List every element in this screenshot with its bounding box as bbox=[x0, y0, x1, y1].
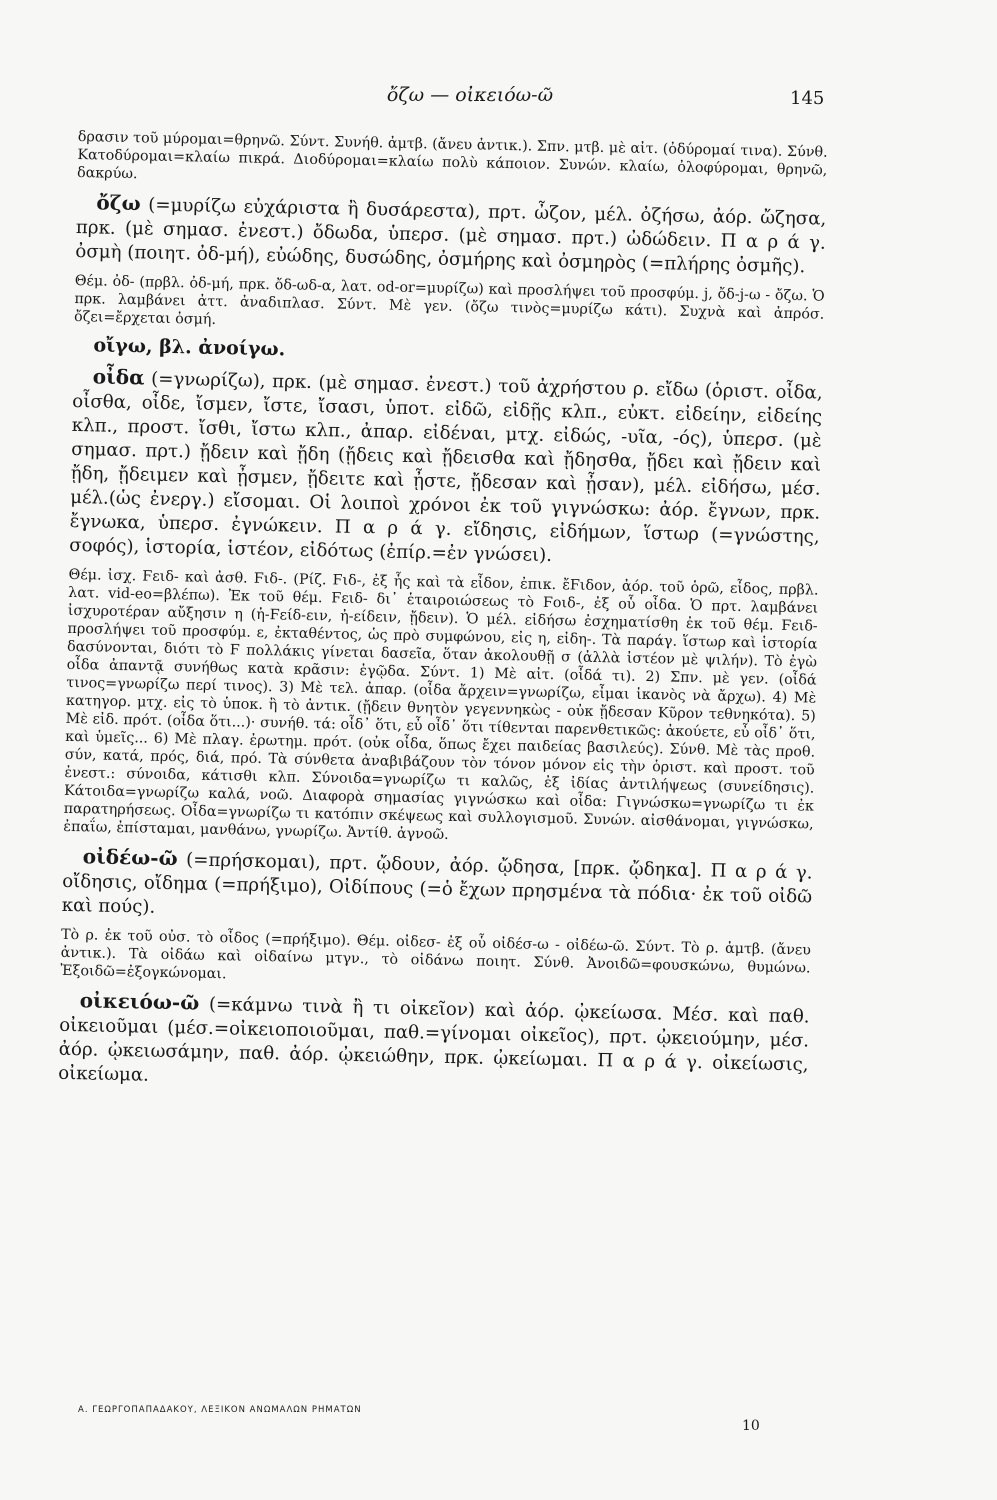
entry-continuation: δρασιν τοῦ μύρομαι=θρηνῶ. Σύντ. Συνήθ. ἀμτβ. (ἄνευ ἀντικ.). Σπν. μτβ. μὲ αἰτ. (ὀδύρομαί τινα). Σύνθ. Κατοδύρομαι=κλαίω πικρά. Διοδύρομαι=κλαίω πολὺ κάποιον. Συνών. κλαίω, ὀλοφύρομαι, θρηνῶ, δακρύω. bbox=[76, 128, 828, 183]
entry-oikeioo-text: (=κάμνω τινὰ ἢ τι οἰκεῖον) καὶ ἀόρ. ᾠκείωσα. Μέσ. καὶ παθ. οἰκειοῦμαι (μέσ.=οἰκειοποιοῦμαι, παθ.=γίνομαι οἰκεῖος), πρτ. ᾠκειούμην, μέσ. ἀόρ. ᾠκειωσάμην, παθ. ἀόρ. ᾠκειώθην, πρκ. ᾠκείωμαι. Π α ρ ά γ. οἰκείωσις, οἰκείωμα. bbox=[57, 993, 810, 1086]
headword-ozo: ὄζω bbox=[96, 190, 141, 216]
entry-oideo bbox=[61, 844, 812, 934]
entry-oida-text: (=γνωρίζω), πρκ. (μὲ σημασ. ἐνεστ.) τοῦ ἀχρήστου ρ. εἴδω (ὁριστ. οἶδα, οἶσθα, οἶδε, ἴσμεν, ἴστε, ἴσασι, ὑποτ. εἰδῶ, εἰδῇς κλπ., εὐκτ. εἰδείην, εἰδείης κλπ., προστ. ἴσθι, ἴστω κλπ., ἀπαρ. εἰδέναι, μτχ. εἰδώς, -υῖα, -ός), ὑπερσ. (μὲ σημασ. πρτ.) ᾔδειν καὶ ᾔδη (ᾔδεις καὶ ᾔδεισθα καὶ ᾔδησθα, ᾔδει καὶ ᾔδειν καὶ ᾔδη, ᾔδειμεν καὶ ᾖσμεν, ᾔδειτε καὶ ᾖστε, ᾔδεσαν καὶ ᾖσαν), μέλ. εἰδήσω, μέσ. μέλ.(ὡς ἐνεργ.) εἴσομαι. Οἱ λοιποὶ χρόνοι ἐκ τοῦ γιγνώσκω: ἀόρ. ἔγνων, πρκ. ἔγνωκα, ὑπερσ. ἐγνώκειν. Π α ρ ά γ. εἴδησις, εἰδήμων, ἵστωρ (=γνώστης, σοφός), ἱστορία, ἱστέον, εἰδότως (ἐπίρ.=ἐν γνώσει). bbox=[69, 368, 823, 567]
dictionary-body bbox=[58, 128, 828, 1101]
running-head: ὄζω — οἰκειόω-ῶ bbox=[386, 84, 554, 106]
signature-mark: 10 bbox=[742, 1418, 760, 1434]
entry-oideo-text: (=πρήσκομαι), πρτ. ᾤδουν, ἀόρ. ᾤδησα, [πρκ. ᾤδηκα]. Π α ρ ά γ. οἴδησις, οἴδημα (=πρήξιμο), Οἰδίπους (=ὁ ἔχων πρησμένα τὰ πόδια· ἐκ τοῦ οἰδῶ καὶ πούς). bbox=[61, 849, 813, 918]
headword-oida: οἶδα bbox=[92, 364, 145, 390]
headword-oikeioo: οἰκειόω-ῶ bbox=[79, 988, 200, 1015]
page-number: 145 bbox=[790, 88, 825, 109]
headword-oideo: οἰδέω-ῶ bbox=[82, 844, 178, 871]
entry-oideo-etymology: Τὸ ρ. ἐκ τοῦ οὐσ. τὸ οἶδος (=πρήξιμο). Θέμ. οἰδεσ- ἐξ οὗ οἰδέσ-ω - οἰδέω-ῶ. Σύντ. Τὸ ρ. ἀμτβ. (ἄνευ ἀντικ.). Τὰ οἰδάω καὶ οἰδαίνω μτγν., τὸ οἰδάνω ποιητ. Σύνθ. Ἀνοιδῶ=φουσκώνω, θυμώνω. Ἐξοιδῶ=ἐξογκώνομαι. bbox=[60, 926, 812, 983]
entry-ozo bbox=[75, 190, 826, 280]
entry-ozo-text: (=μυρίζω εὐχάριστα ἢ δυσάρεστα), πρτ. ὦζον, μέλ. ὀζήσω, ἀόρ. ὤζησα, πρκ. (μὲ σημασ. ἐνεστ.) ὄδωδα, ὑπερσ. (μὲ σημασ. πρτ.) ὠδώδειν. Π α ρ ά γ. ὀσμὴ (ποιητ. ὀδ-μή), εὐώδης, δυσώδης, ὀσμήρης καὶ ὀσμηρὸς (=πλήρης ὀσμῆς). bbox=[75, 194, 827, 278]
publisher-footer: Α. ΓΕΩΡΓΟΠΑΠΑΔΑΚΟΥ, ΛΕΞΙΚΟΝ ΑΝΩΜΑΛΩΝ ΡΗΜΑΤΩΝ bbox=[78, 1405, 362, 1415]
entry-ozo-etymology: Θέμ. ὀδ- (πρβλ. ὀδ-μή, πρκ. ὄδ-ωδ-α, λατ. od-or=μυρίζω) καὶ προσλήψει τοῦ προσφύμ. j, ὄδ-j-ω - ὄζω. Ὁ πρκ. λαμβάνει ἀττ. ἀναδιπλασ. Σύντ. Μὲ γεν. (ὄζω τινὸς=μυρίζω κάτι). Συχνὰ καὶ ἀπρόσ. ὄζει=ἔρχεται ὀσμή. bbox=[73, 272, 825, 328]
entry-oida bbox=[69, 364, 823, 574]
entry-oida-etymology: Θέμ. ἰσχ. Ϝειδ- καὶ ἀσθ. Ϝιδ-. (Ρίζ. Ϝιδ-, ἐξ ἧς καὶ τὰ εἶδον, ἐπικ. ἔϜιδον, ἀόρ. τοῦ ὁρῶ, εἶδος, πρβλ. λατ. vid-eo=βλέπω). Ἐκ τοῦ θέμ. Ϝειδ- δι᾽ ἑταιροιώσεως τὸ Ϝοιδ-, ἐξ οὗ οἶδα. Ὁ πρτ. λαμβάνει ἰσχυροτέραν αὔξησιν η (ἠ-Ϝείδ-ειν, ἠ-είδειν, ᾔδειν). Ὁ μέλ. εἰδήσω ἐσχηματίσθη ἐκ τοῦ θέμ. Ϝειδ- προσλήψει τοῦ προσφύμ. ε, ἐκταθέντος, ὡς πρὸ συμφώνου, εἰς η, εἰδη-. Τὰ παράγ. ἵστωρ καὶ ἱστορία δασύνονται, διότι τὸ Ϝ πολλάκις γίνεται δασεῖα, ὅταν ἀκολουθῇ σ (ἀλλὰ ἰστέον μὲ ψιλήν). Τὸ ἐγὼ οἶδα ἀπαντᾷ συνήθως κατὰ κρᾶσιν: ἐγῷδα. Σύντ. 1) Μὲ αἰτ. (οἶδά τι). 2) Σπν. μὲ γεν. (οἶδά τινος=γνωρίζω περί τινος). 3) Μὲ τελ. ἀπαρ. (οἶδα ἄρχειν=γνωρίζω, εἶμαι ἱκανὸς νὰ ἄρχω). 4) Μὲ κατηγορ. μτχ. εἰς τὸ ὑποκ. ἢ τὸ ἀντικ. (ᾔδειν θνητὸν γεγεννηκὼς - οὐκ ᾔδεσαν Κῦρον τεθνηκότα). 5) Μὲ εἰδ. πρότ. (οἶδα ὅτι...)· συνήθ. τά: οἶδ᾽ ὅτι, εὖ οἶδ᾽ ὅτι τίθενται παρενθετικῶς: ἀκούετε, εὖ οἶδ᾽ ὅτι, καὶ ὑμεῖς... 6) Μὲ πλαγ. ἐρωτημ. πρότ. (οὐκ οἶδα, ὅπως ἔχει παιδείας βασιλεύς). Σύνθ. Μὲ τὰς προθ. σύν, κατά, πρός, διά, πρό. Τὰ σύνθετα ἀναβιβάζουν τὸν τόνον μόνον εἰς τὴν ὁριστ. καὶ προστ. τοῦ ἐνεστ.: σύνοιδα, κάτισθι κλπ. Σύνοιδα=γνωρίζω τι καλῶς, ἐξ ἰδίας ἀντιλήψεως (συνείδησις). Κάτοιδα=γνωρίζω καλά, νοῶ. Διαφορὰ σημασίας γιγνώσκω καὶ οἶδα: Γιγνώσκω=γνωρίζω τι ἐκ παρατηρήσεως. Οἶδα=γνωρίζω τι κατόπιν σκέψεως καὶ συλλογισμοῦ. Συνών. αἰσθάνομαι, γιγνώσκω, ἐπαΐω, ἐπίσταμαι, μανθάνω, γνωρίζω. Ἀντίθ. ἀγνοῶ. bbox=[63, 566, 819, 843]
entry-oikeioo bbox=[58, 988, 810, 1102]
entry-oigo: οἴγω, βλ. ἀνοίγω. bbox=[93, 334, 286, 361]
